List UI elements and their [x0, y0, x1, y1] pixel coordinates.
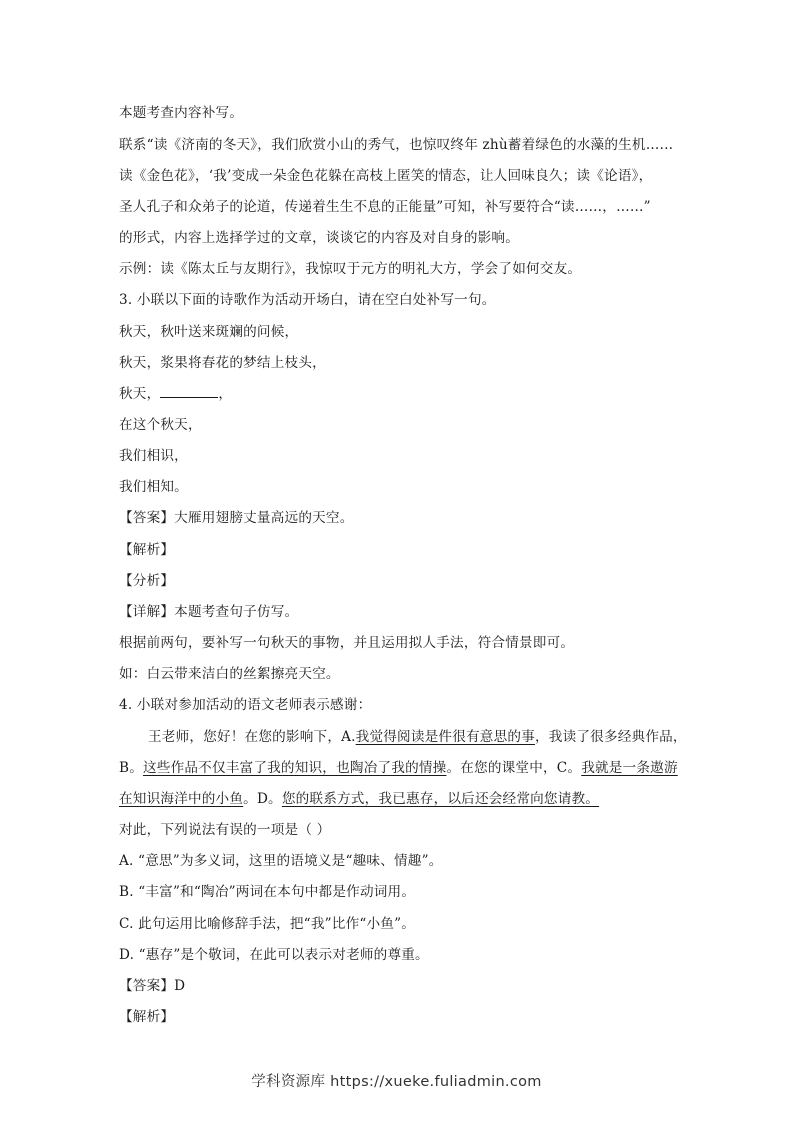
poem-line: 秋天，秋叶送来斑斓的问候， [119, 324, 299, 340]
passage-line [119, 759, 678, 777]
passage-text: ，我读了很多经典作品， [534, 729, 687, 745]
fill-in-blank [160, 385, 218, 398]
poem-line-with-blank [119, 385, 232, 403]
text-line: 联系“读《济南的冬天》，我们欣赏小山的秀气，也惊叹终年 zhù蓄着绿色的水藻的生机…… [119, 137, 674, 153]
option-b: B. “丰富”和“陶冶”两词在本句中都是作动词用。 [119, 884, 416, 900]
analysis-subheading: 【分析】 [119, 573, 175, 589]
poem-line: 我们相识， [119, 448, 188, 464]
text-line: 读《金色花》，‘我’变成一朵金色花躲在高枝上匿笑的情态，让人回味良久；读《论语》， [119, 168, 653, 184]
text-line: 圣人孔子和众弟子的论道，传递着生生不息的正能量”可知，补写要符合“读……，……” [119, 199, 651, 215]
passage-line [119, 790, 599, 808]
text-line: 如：白云带来洁白的丝絮擦亮天空。 [119, 666, 340, 682]
poem-line: 在这个秋天， [119, 417, 202, 433]
text-line: 本题考查内容补写。 [119, 105, 244, 121]
underlined-sentence-d: 您的联系方式，我已惠存，以后还会经常向您请教。 [281, 791, 600, 807]
underlined-sentence-b: 这些作品不仅丰富了我的知识，也陶冶了我的情操 [142, 760, 447, 776]
poem-line: 秋天，浆果将春花的梦结上枝头， [119, 355, 326, 371]
option-d: D. “惠存”是个敬词，在此可以表示对老师的尊重。 [119, 947, 429, 963]
option-a: A. “意思”为多义词，这里的语境义是“趣味、情趣”。 [119, 853, 443, 869]
footer-watermark: 学科资源库 https://xueke.fuliadmin.com [251, 1074, 542, 1090]
underlined-sentence-c: 在知识海洋中的小鱼 [119, 791, 244, 807]
analysis-heading: 【解析】 [119, 542, 175, 558]
passage-text: 。在您的课堂中，C。 [446, 760, 582, 776]
analysis-heading: 【解析】 [119, 1009, 175, 1025]
text-line: 示例：读《陈太丘与友期行》，我惊叹于元方的明礼大方，学会了如何交友。 [119, 261, 582, 277]
passage-text: 王老师，您好！在您的影响下，A. [148, 729, 356, 745]
passage-line [148, 728, 687, 746]
question-4-stem: 4. 小联对参加活动的语文老师表示感谢： [119, 697, 372, 713]
passage-text: 。D。 [243, 791, 282, 807]
poem-line: 我们相知。 [119, 479, 188, 495]
question-3-stem: 3. 小联以下面的诗歌作为活动开场白，请在空白处补写一句。 [119, 292, 496, 308]
poem-line-prefix: 秋天， [119, 386, 161, 402]
answer-line: 【答案】D [119, 978, 186, 994]
detail-line: 【详解】本题考查句子仿写。 [119, 604, 299, 620]
text-line: 根据前两句，要补写一句秋天的事物，并且运用拟人手法，符合情景即可。 [119, 635, 575, 651]
passage-text: B。 [119, 760, 143, 776]
question-prompt: 对此，下列说法有误的一项是（ ） [119, 822, 331, 838]
underlined-sentence-c: 我就是一条遨游 [581, 760, 678, 776]
text-line: 的形式，内容上选择学过的文章，谈谈它的内容及对自身的影响。 [119, 230, 520, 246]
poem-line-suffix: ， [218, 386, 233, 402]
underlined-sentence-a: 我觉得阅读是件很有意思的事 [355, 729, 535, 745]
option-c: C. 此句运用比喻修辞手法，把“我”比作“小鱼”。 [119, 916, 416, 932]
answer-line: 【答案】大雁用翅膀丈量高远的天空。 [119, 510, 354, 526]
